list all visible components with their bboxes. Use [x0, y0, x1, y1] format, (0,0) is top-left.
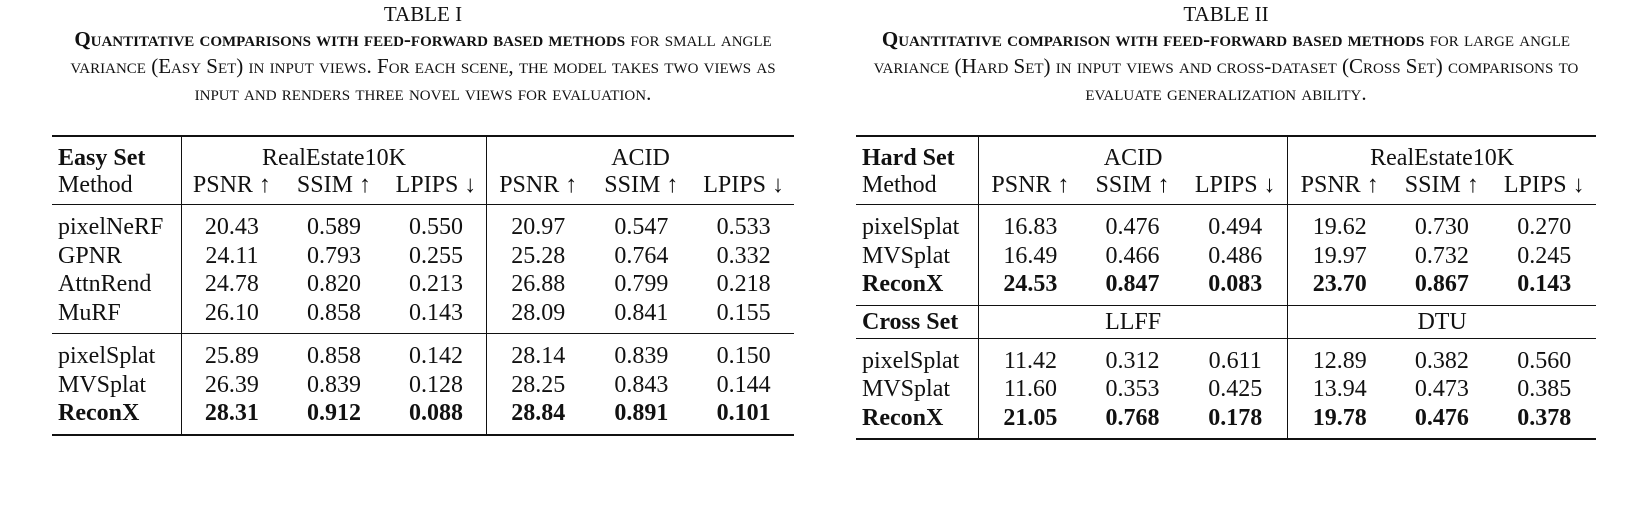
table-row: [856, 205, 1596, 242]
value-cell: 28.84: [487, 399, 590, 435]
value-cell: 0.245: [1517, 242, 1572, 269]
value-cell: 0.378: [1492, 404, 1596, 440]
value-cell: 0.486: [1183, 242, 1288, 271]
table-2-metric-header: PSNR ↑: [991, 172, 1070, 198]
table-2-header-row-1: [856, 136, 1596, 172]
method-cell: pixelSplat: [856, 205, 978, 242]
table-2-caption: [856, 26, 1596, 107]
table-1-caption-block: [52, 2, 794, 135]
table-2-group-header: RealEstate10K: [1288, 136, 1596, 172]
method-cell: ReconX: [856, 404, 978, 440]
value-cell: 0.353: [1105, 376, 1160, 402]
method-cell: MVSplat: [52, 371, 181, 400]
method-cell: pixelNeRF: [52, 205, 181, 242]
method-cell: pixelSplat: [52, 334, 181, 371]
value-cell: 0.847: [1105, 271, 1160, 297]
value-cell: 16.83: [978, 205, 1081, 242]
value-cell: 0.425: [1183, 375, 1288, 404]
value-cell: 0.494: [1183, 205, 1288, 242]
table-2-metric-header: SSIM ↑: [1095, 172, 1170, 198]
table-1-metric-header: PSNR ↑: [499, 172, 578, 198]
value-cell: 0.213: [386, 270, 487, 299]
table-row: [52, 242, 794, 271]
value-cell: 0.858: [282, 334, 386, 371]
value-cell: 0.839: [306, 371, 361, 398]
value-cell: 11.60: [1003, 376, 1057, 402]
value-cell: 0.841: [614, 299, 669, 326]
table-2-metric-header: SSIM ↑: [1404, 172, 1479, 198]
table-row: [52, 270, 794, 299]
value-cell: 28.25: [511, 371, 566, 398]
table-1-metric-header: LPIPS ↓: [386, 172, 487, 205]
value-cell: 19.97: [1312, 242, 1367, 269]
value-cell: 25.89: [181, 334, 282, 371]
value-cell: 0.550: [386, 205, 487, 242]
table-1-metric-header: SSIM ↑: [296, 172, 371, 198]
table-2-cross-header-row: [856, 305, 1596, 338]
value-cell: 0.547: [589, 205, 693, 242]
table-row: [856, 338, 1596, 375]
method-cell: GPNR: [52, 242, 181, 271]
table-2-number: TABLE II: [1183, 2, 1269, 26]
value-cell: 0.155: [716, 299, 771, 326]
value-cell: 0.178: [1183, 404, 1288, 440]
table-1-group-header: RealEstate10K: [181, 136, 486, 172]
value-cell: 24.11: [205, 242, 259, 269]
table-2-header-row-2: [856, 172, 1596, 205]
value-cell: 0.843: [614, 371, 669, 398]
table-2-cross-group-header: LLFF: [978, 305, 1287, 338]
value-cell: 0.732: [1414, 242, 1469, 269]
value-cell: 0.332: [716, 242, 771, 269]
value-cell: 0.466: [1105, 242, 1160, 269]
table-row: [856, 404, 1596, 440]
table-row: [856, 242, 1596, 271]
value-cell: 0.764: [614, 242, 669, 269]
table-2-group-header: ACID: [978, 136, 1287, 172]
value-cell: 24.78: [204, 271, 259, 297]
value-cell: 0.143: [1517, 271, 1572, 297]
value-cell: 16.49: [1003, 242, 1058, 269]
table-2: [856, 135, 1596, 440]
value-cell: 20.97: [487, 205, 590, 242]
value-cell: 0.142: [386, 334, 487, 371]
value-cell: 0.143: [386, 299, 487, 334]
value-cell: 21.05: [978, 404, 1081, 440]
method-cell: pixelSplat: [856, 338, 978, 375]
value-cell: 13.94: [1312, 376, 1367, 402]
table-2-cross-label: Cross Set: [856, 305, 978, 338]
table-2-corner-bottom: Method: [856, 172, 978, 205]
table-row: [52, 371, 794, 400]
value-cell: 12.89: [1288, 338, 1391, 375]
value-cell: 28.14: [487, 334, 590, 371]
method-cell: ReconX: [856, 270, 978, 305]
table-1-number: TABLE I: [383, 2, 463, 26]
table-2-caption-rest: for large angle variance (Hard Set) in input views and cross-dataset (Cross Set) comparisons to evaluate generalization ability.: [873, 27, 1579, 105]
table-1-header-row-1: [52, 136, 794, 172]
table-2-caption-block: [856, 2, 1596, 135]
table-row: [856, 270, 1596, 305]
table-1-block-1: [52, 205, 794, 334]
value-cell: 0.255: [386, 242, 487, 271]
value-cell: 0.730: [1391, 205, 1492, 242]
table-row: [52, 334, 794, 371]
value-cell: 0.385: [1517, 376, 1572, 402]
value-cell: 19.78: [1288, 404, 1391, 440]
value-cell: 0.793: [306, 242, 361, 269]
value-cell: 25.28: [511, 242, 566, 269]
table-2-metric-header: LPIPS ↓: [1503, 172, 1585, 198]
value-cell: 0.768: [1082, 404, 1183, 440]
table-2-metric-header: PSNR ↑: [1300, 172, 1379, 198]
method-cell: ReconX: [52, 399, 181, 435]
value-cell: 0.270: [1492, 205, 1596, 242]
table-1-caption: [52, 26, 794, 107]
table-1-metric-header: PSNR ↑: [192, 172, 271, 198]
value-cell: 0.891: [589, 399, 693, 435]
value-cell: 0.912: [282, 399, 386, 435]
value-cell: 0.382: [1391, 338, 1492, 375]
value-cell: 0.589: [282, 205, 386, 242]
value-cell: 19.62: [1288, 205, 1391, 242]
value-cell: 0.533: [693, 205, 794, 242]
value-cell: 26.10: [204, 299, 259, 326]
value-cell: 0.476: [1391, 404, 1492, 440]
table-1-caption-rest: for small angle variance (Easy Set) in input views. For each scene, the model takes two views as input and renders three novel views for evaluation.: [70, 27, 776, 105]
value-cell: 0.150: [693, 334, 794, 371]
value-cell: 0.839: [589, 334, 693, 371]
value-cell: 0.820: [306, 271, 361, 297]
method-cell: MuRF: [52, 299, 181, 334]
table-2-hard-block: [856, 205, 1596, 306]
value-cell: 23.70: [1312, 271, 1367, 297]
value-cell: 0.858: [306, 299, 361, 326]
table-row: [52, 399, 794, 435]
value-cell: 0.088: [386, 399, 487, 435]
value-cell: 0.144: [716, 371, 771, 398]
table-1-corner-bottom: Method: [52, 172, 181, 205]
value-cell: 28.31: [181, 399, 282, 435]
value-cell: 0.799: [614, 271, 669, 297]
value-cell: 0.476: [1082, 205, 1183, 242]
method-cell: AttnRend: [52, 270, 181, 299]
value-cell: 20.43: [181, 205, 282, 242]
value-cell: 0.312: [1082, 338, 1183, 375]
table-1-metric-header: SSIM ↑: [604, 172, 679, 198]
value-cell: 28.09: [511, 299, 566, 326]
value-cell: 0.560: [1492, 338, 1596, 375]
table-row: [856, 375, 1596, 404]
table-2-corner-top: Hard Set: [856, 136, 978, 172]
method-cell: MVSplat: [856, 242, 978, 271]
table-1: [52, 135, 794, 436]
table-1-metric-header: LPIPS ↓: [703, 172, 784, 198]
value-cell: 11.42: [978, 338, 1081, 375]
table-row: [52, 205, 794, 242]
table-2-metric-header: LPIPS ↓: [1183, 172, 1288, 205]
table-1-caption-lead: Quantitative comparisons with feed-forward based methods: [74, 27, 626, 51]
method-cell: MVSplat: [856, 375, 978, 404]
value-cell: 0.128: [386, 371, 487, 400]
table-1-corner-top: Easy Set: [52, 136, 181, 172]
value-cell: 0.101: [693, 399, 794, 435]
value-cell: 0.611: [1183, 338, 1288, 375]
value-cell: 0.218: [716, 271, 771, 297]
value-cell: 24.53: [1003, 271, 1058, 297]
table-2-panel: [856, 0, 1596, 440]
table-1-header-row-2: [52, 172, 794, 205]
table-row: [52, 299, 794, 334]
value-cell: 0.083: [1183, 270, 1288, 305]
table-2-cross-group-header: DTU: [1288, 305, 1596, 338]
table-1-panel: [52, 0, 794, 436]
table-2-caption-lead: Quantitative comparison with feed-forward based methods: [881, 27, 1425, 51]
table-1-block-2: [52, 334, 794, 435]
value-cell: 26.39: [204, 371, 259, 398]
table-2-cross-block: [856, 338, 1596, 439]
table-1-group-header: ACID: [487, 136, 794, 172]
value-cell: 0.473: [1414, 376, 1469, 402]
value-cell: 26.88: [511, 271, 566, 297]
value-cell: 0.867: [1414, 271, 1469, 297]
